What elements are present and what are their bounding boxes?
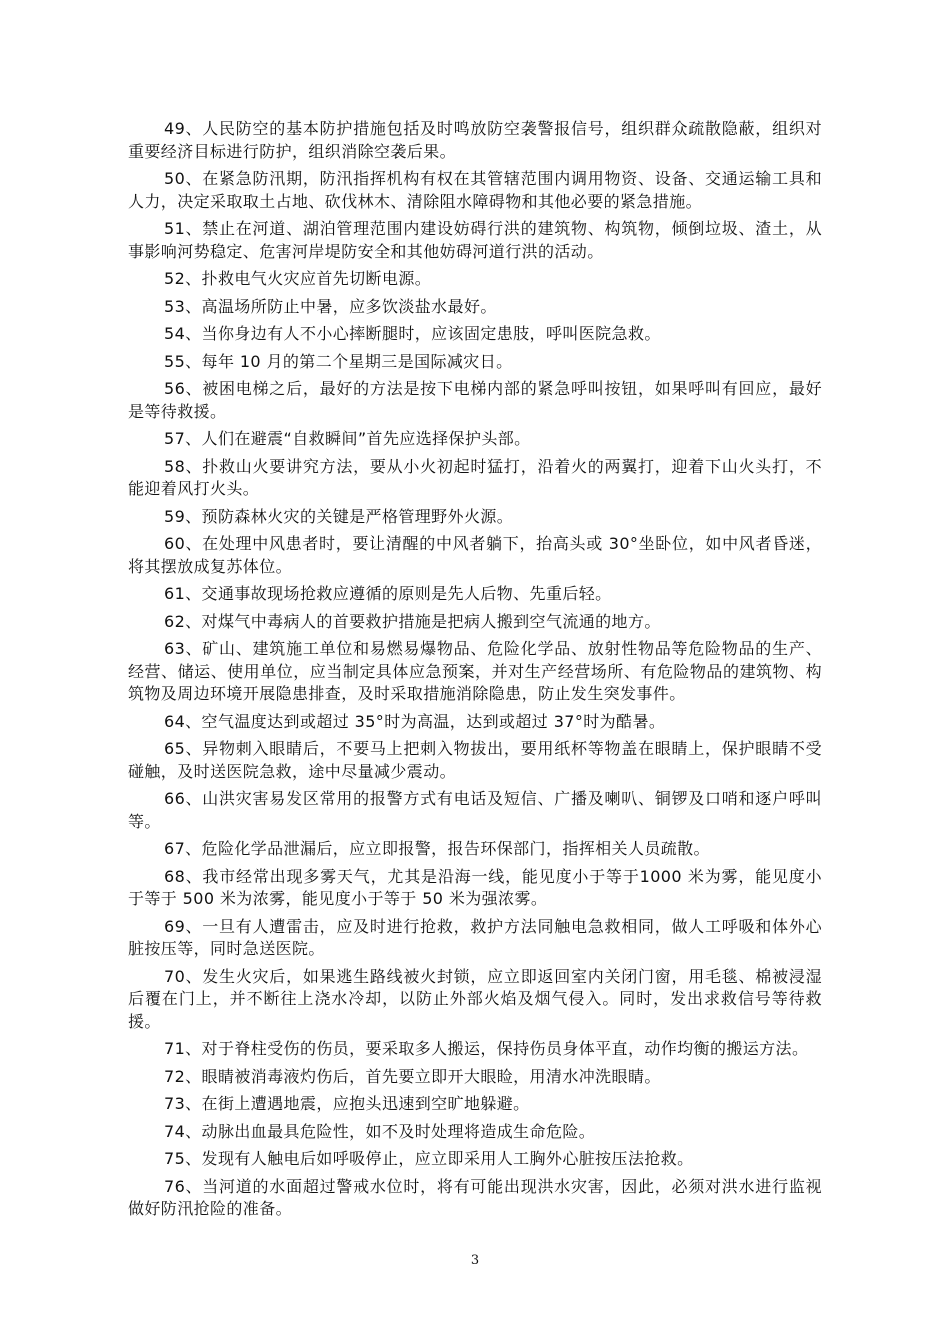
list-item: 64、空气温度达到或超过 35°时为高温，达到或超过 37°时为酷暑。 (164, 711, 666, 731)
list-item: 52、扑救电气火灾应首先切断电源。 (164, 269, 432, 288)
list-item: 69、一旦有人遭雷击，应及时进行抢救，救护方法同触电急救相同，做人工呼吸和体外心脏按压等，同时急送医院。 (128, 916, 822, 958)
list-item: 76、当河道的水面超过警戒水位时，将有可能出现洪水灾害，因此，必须对洪水进行监视做好防汛抢险的准备。 (128, 1176, 822, 1218)
list-item: 58、扑救山火要讲究方法，要从小火初起时猛打，沿着火的两翼打，迎着下山火头打，不能迎着风打火头。 (128, 456, 822, 498)
list-item: 74、动脉出血最具危险性，如不及时处理将造成生命危险。 (164, 1121, 596, 1141)
list-item: 61、交通事故现场抢救应遵循的原则是先人后物、先重后轻。 (164, 584, 612, 603)
list-item: 55、每年 10 月的第二个星期三是国际减灾日。 (164, 351, 513, 371)
list-item: 72、眼睛被消毒液灼伤后，首先要立即开大眼睑，用清水冲洗眼睛。 (164, 1066, 661, 1086)
list-item: 63、矿山、建筑施工单位和易燃易爆物品、危险化学品、放射性物品等危险物品的生产、经营、储运、使用单位，应当制定具体应急预案，并对生产经营场所、有危险物品的建筑物、构筑物及周边环境开展隐患排查，及时采取措施消除隐患，防止发生突发事件。 (128, 639, 822, 703)
list-item: 68、我市经常出现多雾天气，尤其是沿海一线，能见度小于等于1000 米为雾，能见度小于等于 500 米为浓雾，能见度小于等于 50 米为强浓雾。 (128, 866, 822, 908)
list-item: 49、人民防空的基本防护措施包括及时鸣放防空袭警报信号，组织群众疏散隐蔽，组织对重要经济目标进行防护，组织消除空袭后果。 (128, 119, 822, 161)
page-number: 3 (470, 1253, 480, 1268)
list-item: 73、在街上遭遇地震，应抱头迅速到空旷地躲避。 (164, 1094, 530, 1113)
list-item: 60、在处理中风患者时，要让清醒的中风者躺下，抬高头或 30°坐卧位，如中风者昏迷，将其摆放成复苏体位。 (128, 534, 822, 576)
list-item: 62、对煤气中毒病人的首要救护措施是把病人搬到空气流通的地方。 (164, 611, 661, 631)
list-item: 71、对于脊柱受伤的伤员，要采取多人搬运，保持伤员身体平直，动作均衡的搬运方法。 (164, 1039, 809, 1058)
list-item: 70、发生火灾后，如果逃生路线被火封锁，应立即返回室内关闭门窗，用毛毯、棉被浸湿后覆在门上，并不断往上浇水冷却，以防止外部火焰及烟气侵入。同时，发出求救信号等待救援。 (128, 966, 822, 1031)
list-item: 57、人们在避震“自救瞬间”首先应选择保护头部。 (164, 429, 531, 448)
list-item: 50、在紧急防汛期，防汛指挥机构有权在其管辖范围内调用物资、设备、交通运输工具和人力，决定采取取土占地、砍伐林木、清除阻水障碍物和其他必要的紧急措施。 (128, 169, 822, 211)
list-item: 65、异物刺入眼睛后，不要马上把刺入物拔出，要用纸杯等物盖在眼睛上，保护眼睛不受碰触，及时送医院急救，途中尽量减少震动。 (128, 739, 822, 781)
list-item: 51、禁止在河道、湖泊管理范围内建设妨碍行洪的建筑物、构筑物，倾倒垃圾、渣土，从事影响河势稳定、危害河岸堤防安全和其他妨碍河道行洪的活动。 (128, 219, 822, 261)
list-item: 66、山洪灾害易发区常用的报警方式有电话及短信、广播及喇叭、铜锣及口哨和逐户呼叫等。 (128, 789, 822, 831)
document-body (128, 118, 822, 1226)
list-item: 54、当你身边有人不小心摔断腿时，应该固定患肢，呼叫医院急救。 (164, 324, 661, 343)
list-item: 56、被困电梯之后，最好的方法是按下电梯内部的紧急呼叫按钮，如果呼叫有回应，最好是等待救援。 (128, 379, 822, 421)
list-item: 53、高温场所防止中暑，应多饮淡盐水最好。 (164, 296, 497, 316)
list-item: 67、危险化学品泄漏后，应立即报警，报告环保部门，指挥相关人员疏散。 (164, 839, 710, 858)
list-item: 59、预防森林火灾的关键是严格管理野外火源。 (164, 506, 514, 526)
list-item: 75、发现有人触电后如呼吸停止，应立即采用人工胸外心脏按压法抢救。 (164, 1149, 694, 1168)
